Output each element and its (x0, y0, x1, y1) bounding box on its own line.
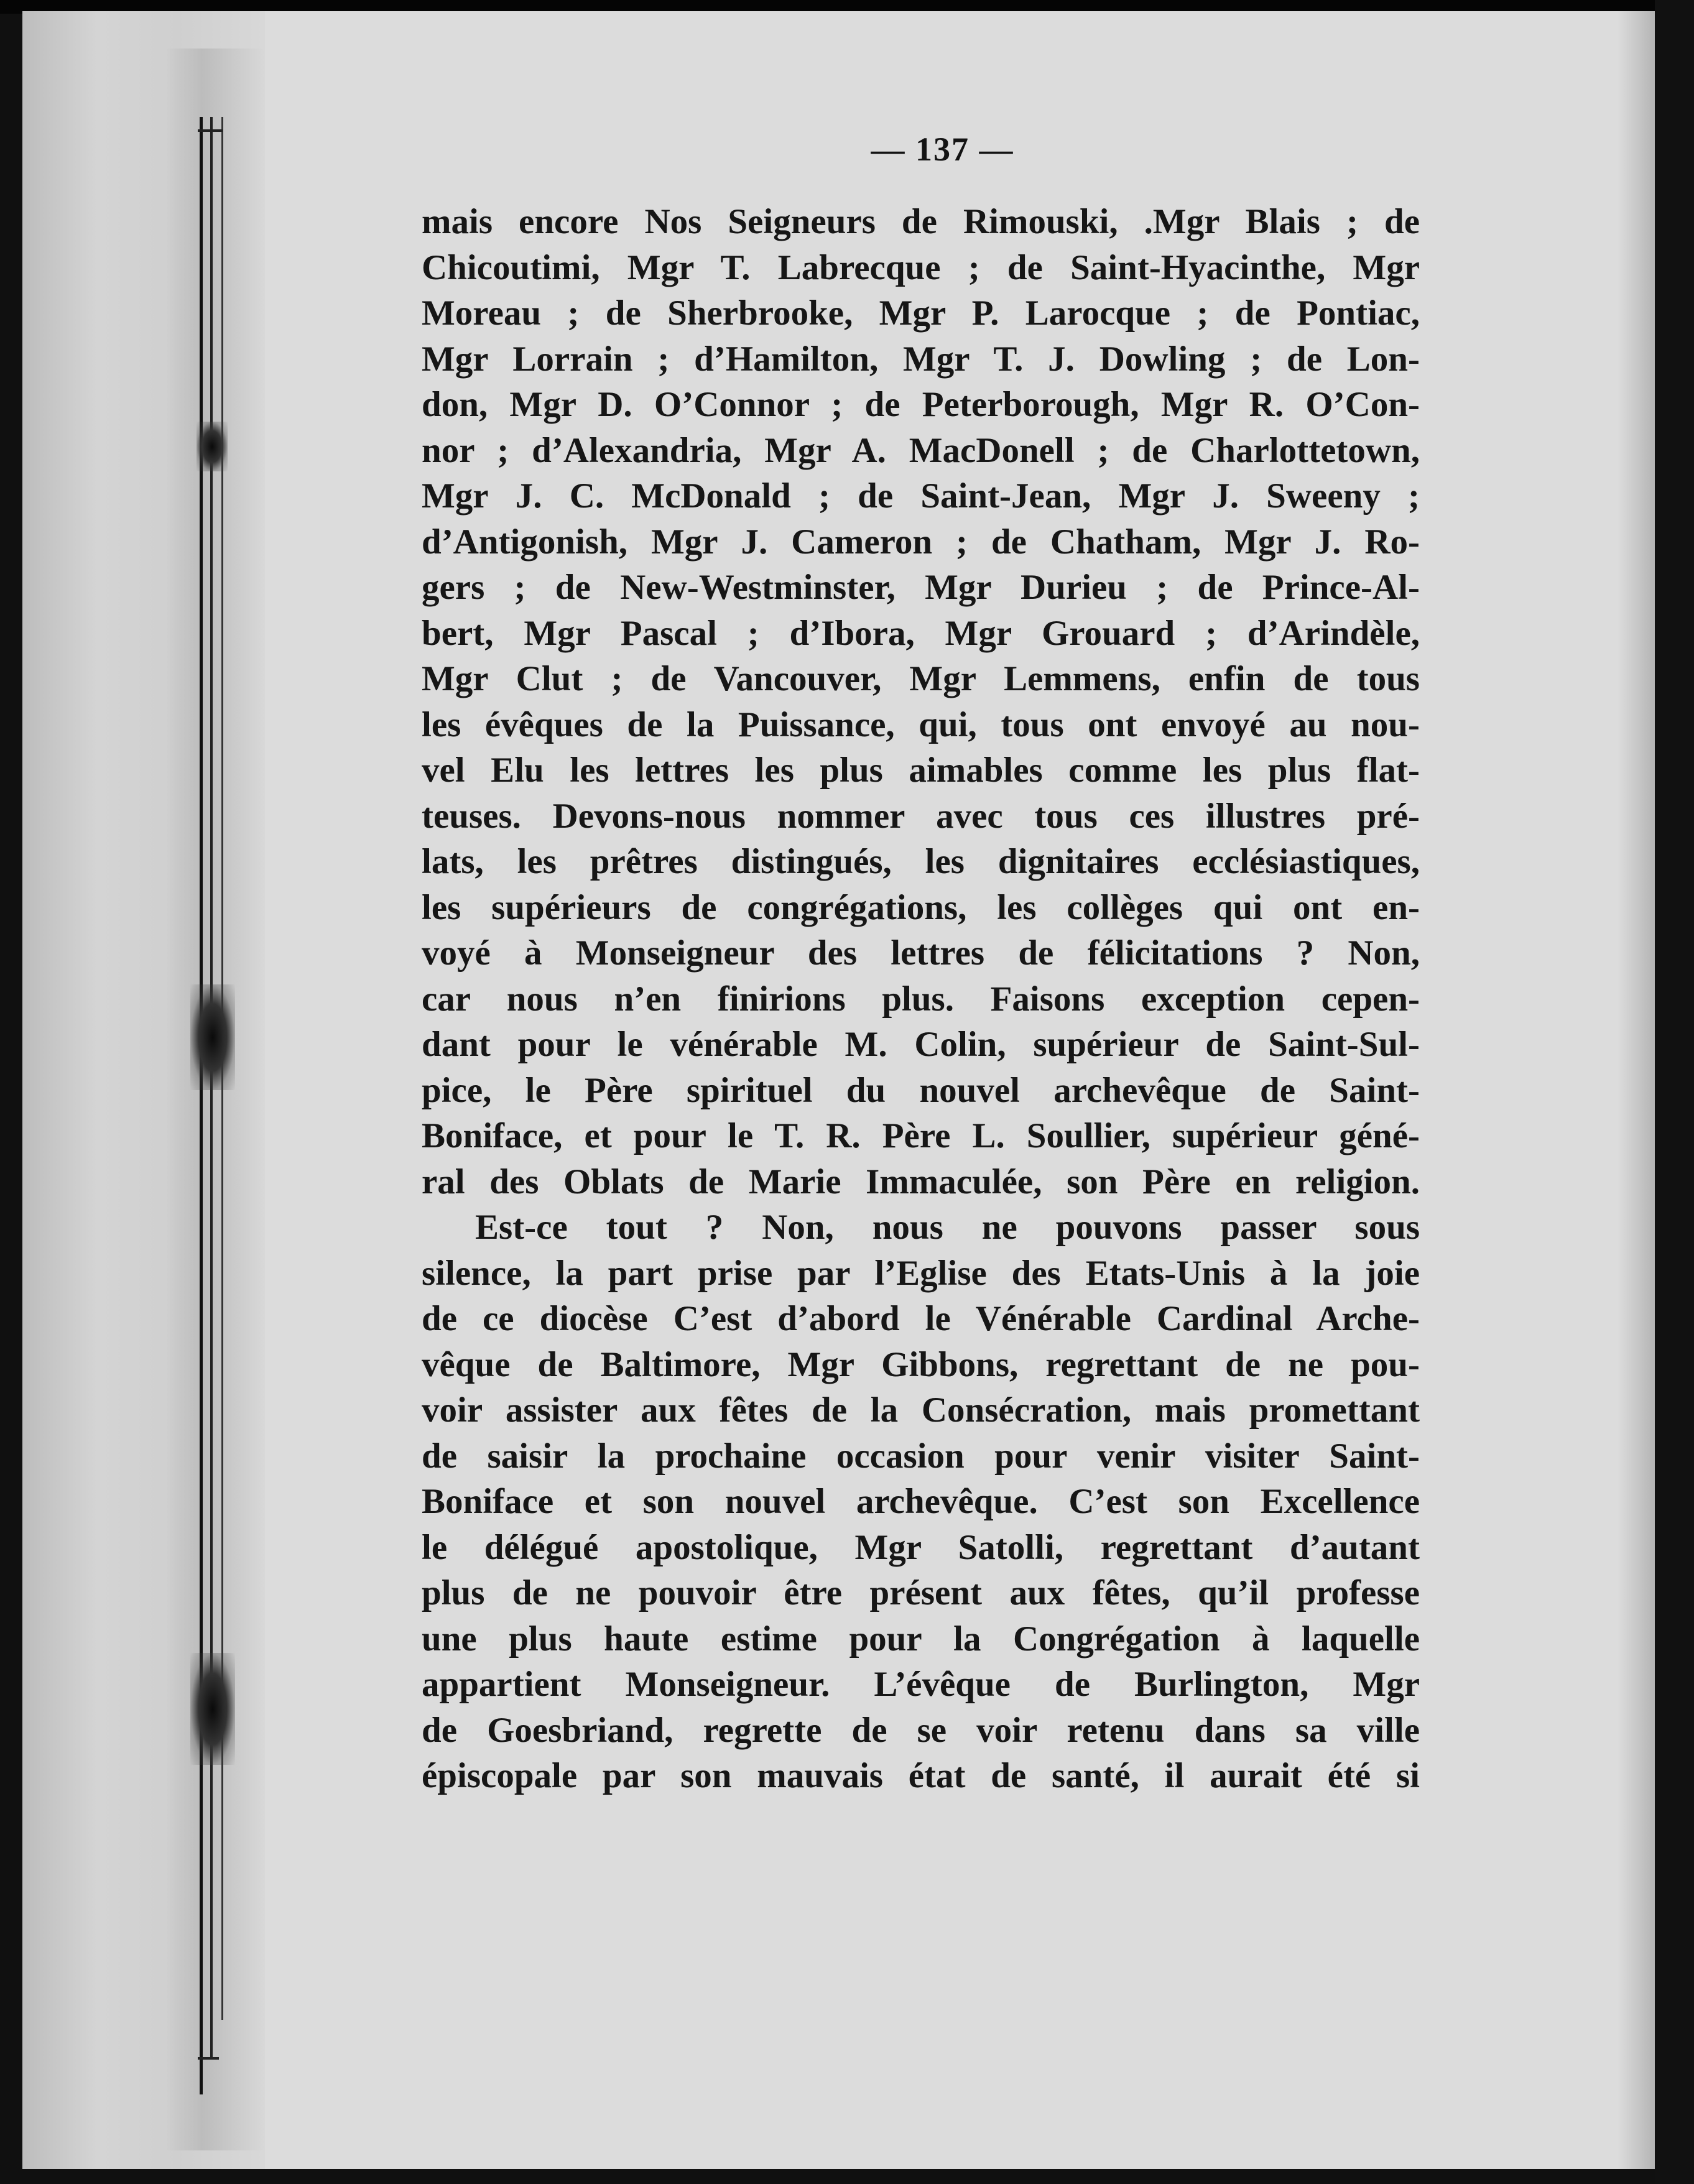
binding-shadow (165, 49, 265, 2150)
page-number: — 137 — (871, 131, 1014, 168)
binding-stitch (190, 984, 235, 1090)
spine-line (200, 117, 203, 2094)
text-line: Mgr J. C. McDonald ; de Saint-Jean, Mgr J. Sweeny ; (422, 476, 1420, 516)
text-line: ral des Oblats de Marie Immaculée, son Père en religion. (422, 1162, 1420, 1201)
text-line: Chicoutimi, Mgr T. Labrecque ; de Saint-Hyacinthe, Mgr (422, 248, 1420, 287)
text-line: appartient Monseigneur. L’évêque de Burlington, Mgr (422, 1665, 1420, 1704)
text-line: car nous n’en finirions plus. Faisons exception cepen- (422, 979, 1420, 1019)
text-line: mais encore Nos Seigneurs de Rimouski, .Mgr Blais ; de (422, 202, 1420, 241)
text-line: voir assister aux fêtes de la Consécration, mais promettant (422, 1390, 1420, 1430)
text-line: Boniface, et pour le T. R. Père L. Soullier, supérieur géné- (422, 1116, 1420, 1155)
text-line: vel Elu les lettres les plus aimables comme les plus flat- (422, 751, 1420, 790)
text-line: le délégué apostolique, Mgr Satolli, regrettant d’autant (422, 1527, 1420, 1567)
text-line: les évêques de la Puissance, qui, tous ont envoyé au nou- (422, 705, 1420, 744)
text-line: lats, les prêtres distingués, les dignitaires ecclésiastiques, (422, 842, 1420, 881)
text-line: bert, Mgr Pascal ; d’Ibora, Mgr Grouard ; d’Arindèle, (422, 613, 1420, 653)
scan-right-edge (1655, 0, 1694, 2184)
text-line: vêque de Baltimore, Mgr Gibbons, regrettant de ne pou- (422, 1344, 1420, 1384)
spine-mark (198, 2057, 219, 2060)
text-line: Mgr Lorrain ; d’Hamilton, Mgr T. J. Dowling ; de Lon- (422, 339, 1420, 379)
text-line: pice, le Père spirituel du nouvel archevêque de Saint- (422, 1070, 1420, 1110)
text-line: une plus haute estime pour la Congrégation à laquelle (422, 1619, 1420, 1659)
binding-stitch (190, 1653, 235, 1765)
text-line: de Goesbriand, regrette de se voir retenu dans sa ville (422, 1710, 1420, 1750)
text-line: Mgr Clut ; de Vancouver, Mgr Lemmens, enfin de tous (422, 659, 1420, 698)
text-line: les supérieurs de congrégations, les collèges qui ont en- (422, 887, 1420, 927)
text-line: nor ; d’Alexandria, Mgr A. MacDonell ; de Charlottetown, (422, 430, 1420, 470)
text-line: plus de ne pouvoir être présent aux fêtes, qu’il professe (422, 1573, 1420, 1613)
text-line: de ce diocèse C’est d’abord le Vénérable Cardinal Arche- (422, 1299, 1420, 1338)
binding-stitch (197, 422, 228, 471)
body-text (422, 199, 1420, 1799)
text-line: voyé à Monseigneur des lettres de félicitations ? Non, (422, 933, 1420, 973)
text-line: gers ; de New-Westminster, Mgr Durieu ; de Prince-Al- (422, 568, 1420, 607)
text-line: Moreau ; de Sherbrooke, Mgr P. Larocque ; de Pontiac, (422, 294, 1420, 333)
text-line: Boniface et son nouvel archevêque. C’est son Excellence (422, 1482, 1420, 1521)
text-line: d’Antigonish, Mgr J. Cameron ; de Chatham, Mgr J. Ro- (422, 522, 1420, 562)
spine-mark (198, 129, 223, 132)
text-line: silence, la part prise par l’Eglise des Etats-Unis à la joie (422, 1253, 1420, 1293)
text-line: don, Mgr D. O’Connor ; de Peterborough, Mgr R. O’Con- (422, 385, 1420, 424)
text-line: de saisir la prochaine occasion pour venir visiter Saint- (422, 1436, 1420, 1476)
text-line: dant pour le vénérable M. Colin, supérieur de Saint-Sul- (422, 1025, 1420, 1064)
text-line: Est-ce tout ? Non, nous ne pouvons passer sous (475, 1208, 1420, 1247)
text-line: teuses. Devons-nous nommer avec tous ces illustres pré- (422, 796, 1420, 836)
text-line: épiscopale par son mauvais état de santé, il aurait été si (422, 1756, 1420, 1795)
page-content (422, 131, 1420, 1799)
